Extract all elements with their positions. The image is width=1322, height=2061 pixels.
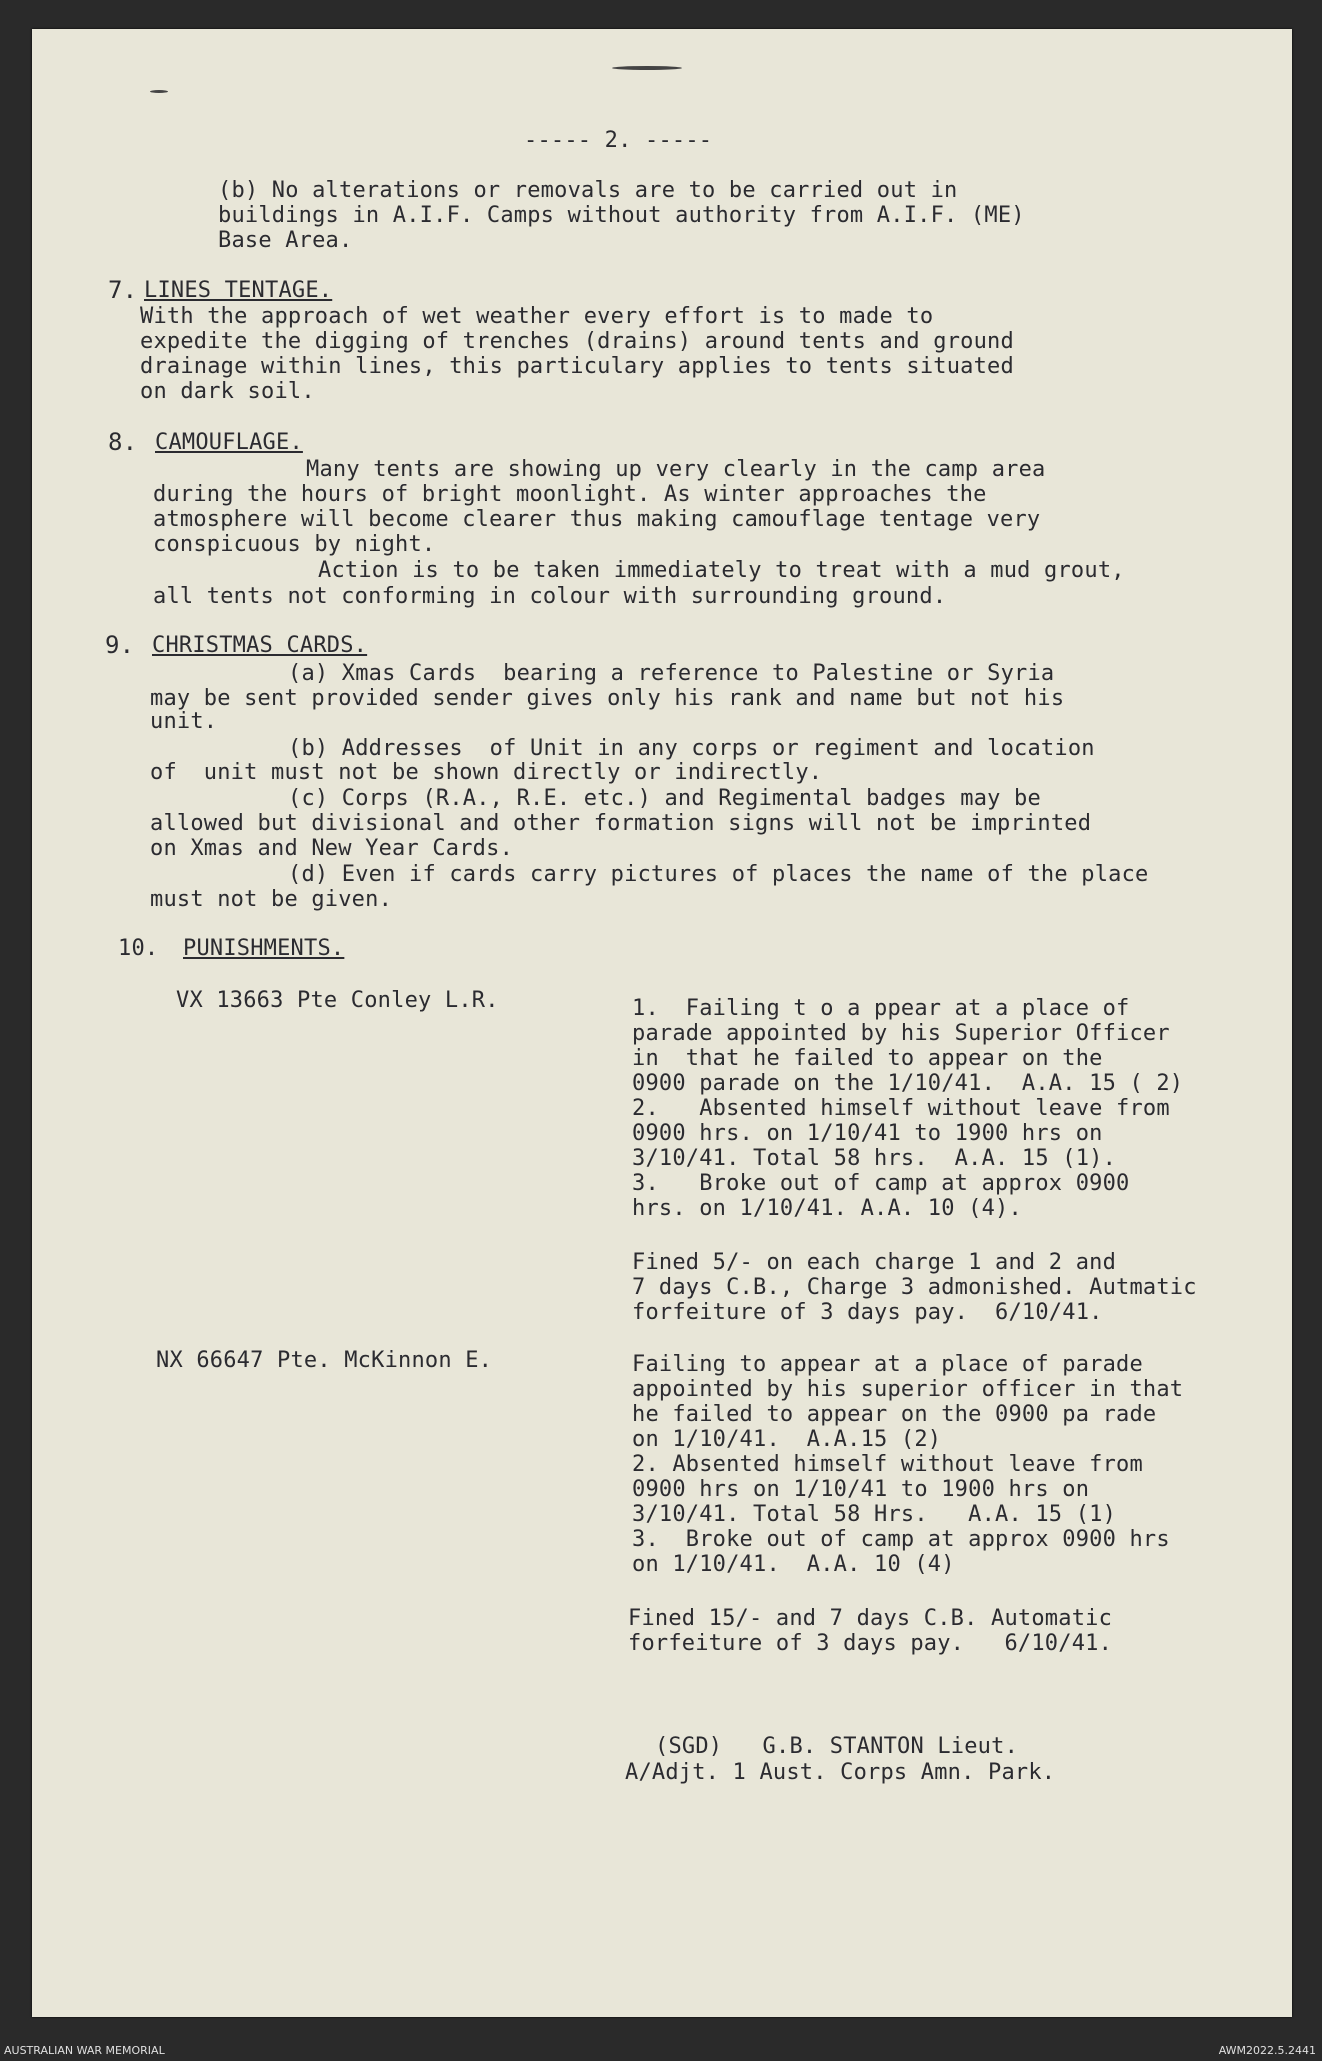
section-number: 9. bbox=[105, 631, 135, 659]
fine-line: Fined 15/- and 7 days C.B. Automatic bbox=[628, 1606, 1113, 1631]
defendant-name: VX 13663 Pte Conley L.R. bbox=[176, 988, 499, 1013]
paragraph-line: expedite the digging of trenches (drains) around tents and ground bbox=[140, 329, 1014, 354]
charge-line: 3/10/41. Total 58 Hrs. A.A. 15 (1) bbox=[632, 1502, 1117, 1527]
paragraph-line: (b) No alterations or removals are to be carried out in bbox=[218, 178, 958, 203]
section-title: CHRISTMAS CARDS. bbox=[152, 633, 368, 658]
ink-mark bbox=[612, 66, 682, 70]
paragraph-line: on Xmas and New Year Cards. bbox=[150, 836, 514, 861]
fine-line: forfeiture of 3 days pay. 6/10/41. bbox=[632, 1300, 1103, 1325]
paragraph-line: (b) Addresses of Unit in any corps or regiment and location bbox=[288, 736, 1095, 761]
page-header: ----- 2. ----- bbox=[524, 128, 713, 153]
charge-line: hrs. on 1/10/41. A.A. 10 (4). bbox=[632, 1196, 1022, 1221]
charge-line: 3. Broke out of camp at approx 0900 hrs bbox=[632, 1527, 1170, 1552]
charge-line: parade appointed by his Superior Officer bbox=[632, 1021, 1170, 1046]
charge-line: 2. Absented himself without leave from bbox=[632, 1452, 1143, 1477]
signature-line: (SGD) G.B. STANTON Lieut. bbox=[655, 1734, 1019, 1759]
section-number: 10. bbox=[118, 936, 159, 961]
paragraph-line: allowed but divisional and other formation signs will not be imprinted bbox=[150, 811, 1092, 836]
charge-line: 1. Failing t o a ppear at a place of bbox=[632, 996, 1130, 1021]
paragraph-line: (d) Even if cards carry pictures of places the name of the place bbox=[288, 862, 1149, 887]
charge-line: on 1/10/41. A.A.15 (2) bbox=[632, 1427, 942, 1452]
paragraph-line: atmosphere will become clearer thus making camouflage tentage very bbox=[153, 507, 1041, 532]
defendant-name: NX 66647 Pte. McKinnon E. bbox=[156, 1348, 493, 1373]
ink-mark bbox=[150, 90, 168, 93]
charge-line: 3/10/41. Total 58 hrs. A.A. 15 (1). bbox=[632, 1146, 1117, 1171]
fine-line: 7 days C.B., Charge 3 admonished. Autmatic bbox=[632, 1275, 1197, 1300]
charge-line: in that he failed to appear on the bbox=[632, 1046, 1103, 1071]
section-title: LINES TENTAGE. bbox=[144, 278, 333, 303]
paragraph-line: (a) Xmas Cards bearing a reference to Palestine or Syria bbox=[288, 661, 1055, 686]
charge-line: Failing to appear at a place of parade bbox=[632, 1352, 1143, 1377]
paragraph-line: With the approach of wet weather every effort is to made to bbox=[140, 304, 934, 329]
section-number: 7. bbox=[108, 276, 138, 304]
fine-line: forfeiture of 3 days pay. 6/10/41. bbox=[628, 1631, 1113, 1656]
paragraph-line: (c) Corps (R.A., R.E. etc.) and Regimental badges may be bbox=[288, 786, 1041, 811]
paragraph-line: must not be given. bbox=[150, 887, 393, 912]
paragraph-line: on dark soil. bbox=[140, 379, 315, 404]
footer-right: AWM2022.5.2441 bbox=[1218, 2044, 1316, 2057]
paragraph-line: conspicuous by night. bbox=[153, 532, 436, 557]
paragraph-line: all tents not conforming in colour with surrounding ground. bbox=[153, 584, 947, 609]
paragraph-line: buildings in A.I.F. Camps without authority from A.I.F. (ME) bbox=[218, 203, 1025, 228]
paragraph-line: may be sent provided sender gives only his rank and name but not his bbox=[150, 686, 1065, 711]
section-number: 8. bbox=[108, 428, 138, 456]
section-title: PUNISHMENTS. bbox=[183, 936, 345, 961]
charge-line: 3. Broke out of camp at approx 0900 bbox=[632, 1171, 1130, 1196]
section-title: CAMOUFLAGE. bbox=[155, 430, 303, 455]
charge-line: on 1/10/41. A.A. 10 (4) bbox=[632, 1552, 955, 1577]
charge-line: 2. Absented himself without leave from bbox=[632, 1096, 1170, 1121]
paragraph-line: unit. bbox=[150, 709, 218, 734]
footer-left: AUSTRALIAN WAR MEMORIAL bbox=[4, 2044, 165, 2057]
fine-line: Fined 5/- on each charge 1 and 2 and bbox=[632, 1250, 1117, 1275]
paragraph-line: Many tents are showing up very clearly in the camp area bbox=[306, 457, 1046, 482]
charge-line: appointed by his superior officer in that bbox=[632, 1377, 1184, 1402]
charge-line: 0900 hrs on 1/10/41 to 1900 hrs on bbox=[632, 1477, 1090, 1502]
signature-line: A/Adjt. 1 Aust. Corps Amn. Park. bbox=[625, 1760, 1056, 1785]
paragraph-line: of unit must not be shown directly or indirectly. bbox=[150, 760, 823, 785]
charge-line: he failed to appear on the 0900 pa rade bbox=[632, 1402, 1157, 1427]
charge-line: 0900 hrs. on 1/10/41 to 1900 hrs on bbox=[632, 1121, 1103, 1146]
paragraph-line: Base Area. bbox=[218, 228, 353, 253]
charge-line: 0900 parade on the 1/10/41. A.A. 15 ( 2) bbox=[632, 1071, 1184, 1096]
paragraph-line: drainage within lines, this particulary applies to tents situated bbox=[140, 354, 1014, 379]
paragraph-line: during the hours of bright moonlight. As winter approaches the bbox=[153, 482, 987, 507]
paragraph-line: Action is to be taken immediately to treat with a mud grout, bbox=[318, 558, 1125, 583]
